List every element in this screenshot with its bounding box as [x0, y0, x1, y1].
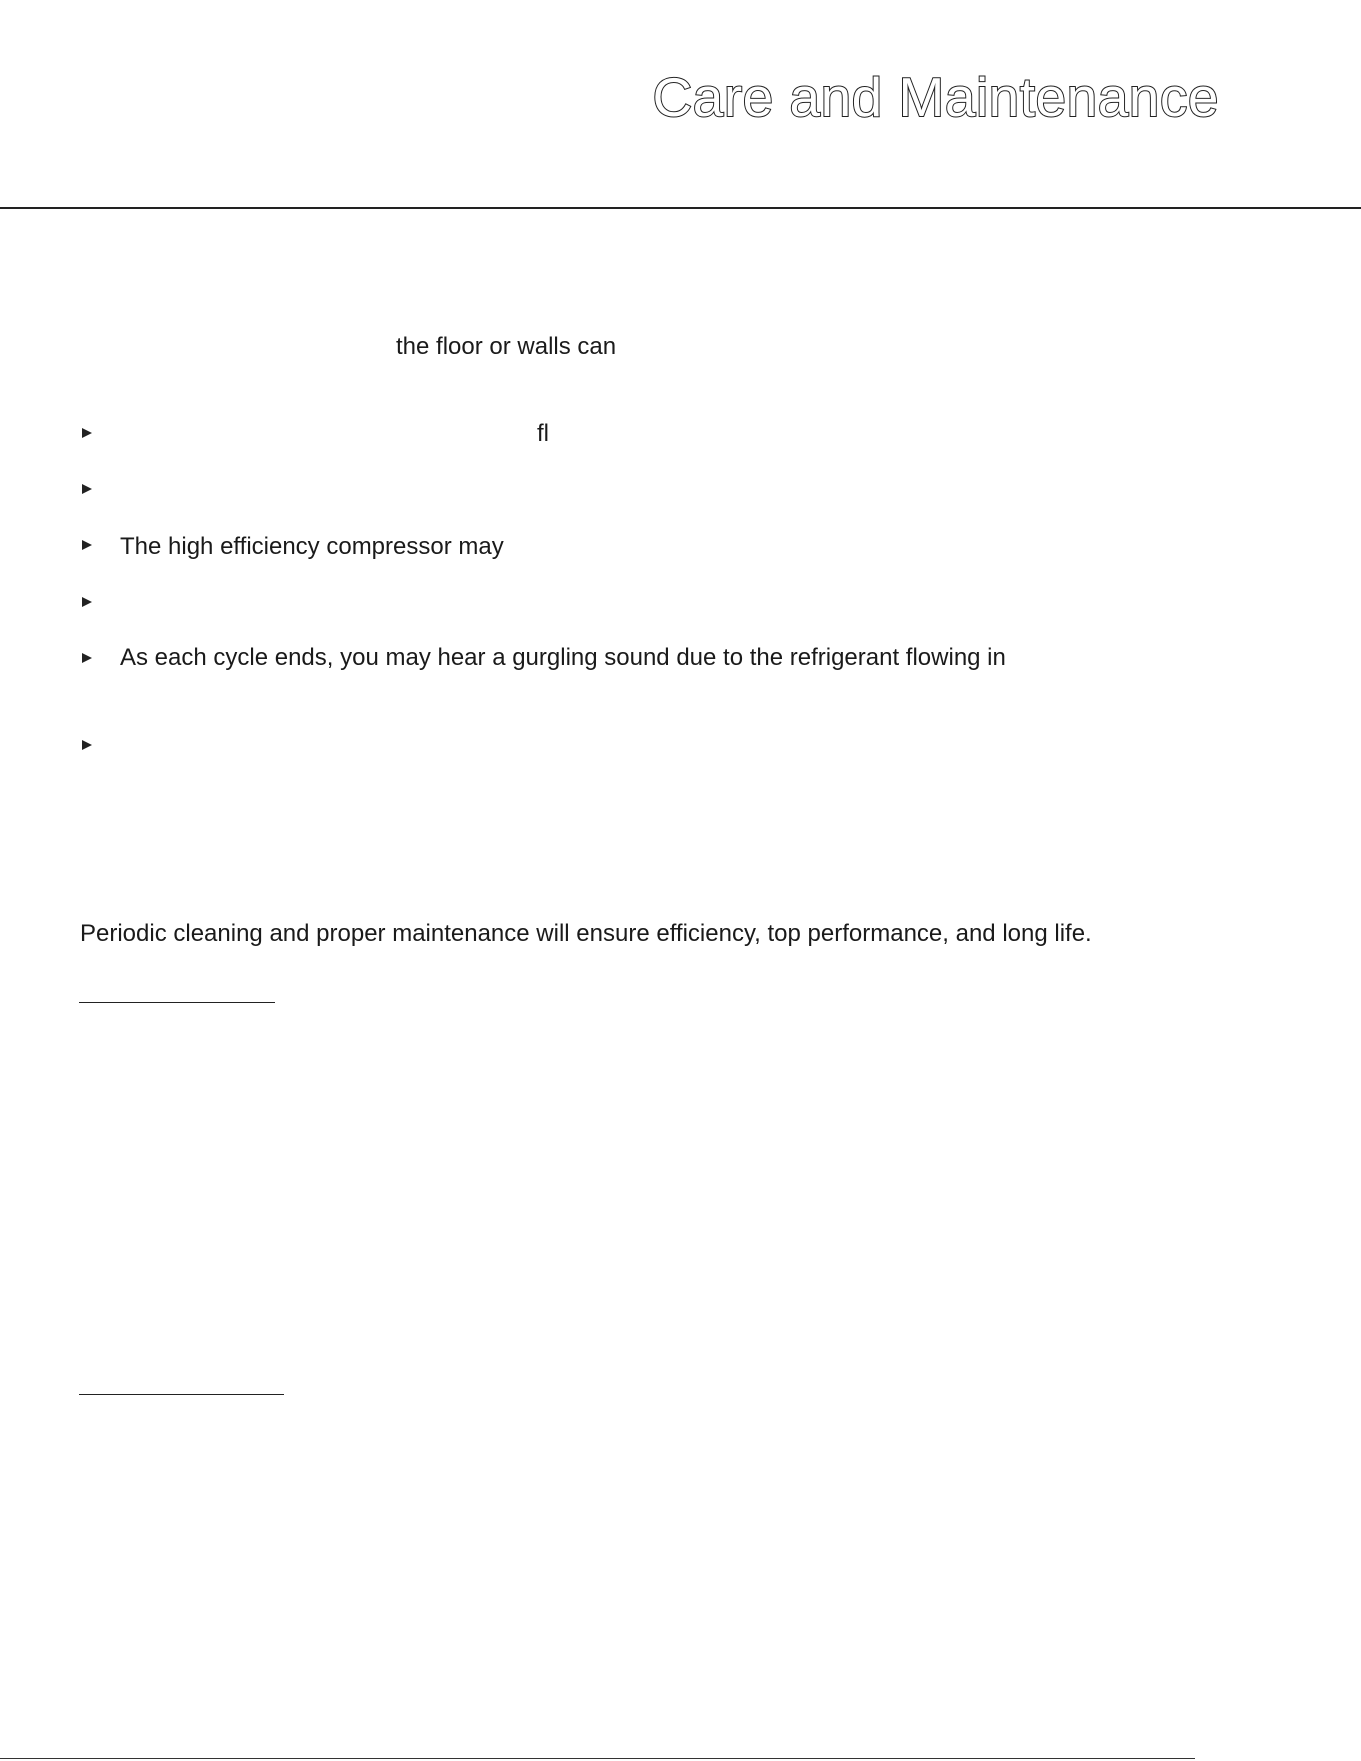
page-title: Care and Maintenance	[652, 66, 1219, 128]
maintenance-intro: Periodic cleaning and proper maintenance will ensure efficiency, top performance, and long life.	[80, 920, 1092, 947]
bullet-arrow-icon	[82, 428, 92, 438]
header-divider	[0, 207, 1361, 209]
list-item-text: As each cycle ends, you may hear a gurgling sound due to the refrigerant flowing in	[120, 644, 1006, 671]
section-heading-underline	[79, 1002, 275, 1003]
list-item-text: fl	[537, 420, 549, 447]
intro-fragment: the floor or walls can	[396, 333, 617, 360]
bullet-arrow-icon	[82, 740, 92, 750]
section-heading-underline	[79, 1394, 284, 1395]
bullet-arrow-icon	[82, 597, 92, 607]
list-item-text: The high efficiency compressor may	[120, 533, 504, 560]
bullet-arrow-icon	[82, 653, 92, 663]
footer-divider	[0, 1758, 1195, 1759]
bullet-arrow-icon	[82, 484, 92, 494]
bullet-arrow-icon	[82, 540, 92, 550]
